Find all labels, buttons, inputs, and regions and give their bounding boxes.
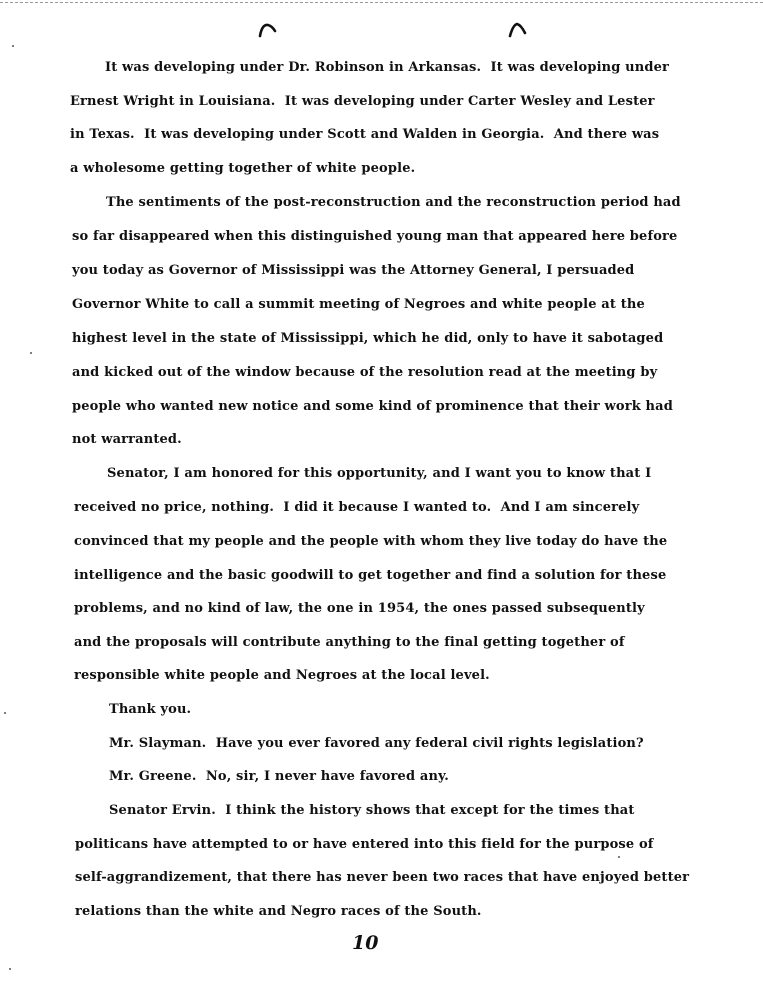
text-line: The sentiments of the post-reconstruction and the reconstruction period had [106,195,681,210]
text-line: self-aggrandizement, that there has never been two races that have enjoyed better [75,870,690,885]
text-line: politicans have attempted to or have entered into this field for the purpose of [75,837,654,852]
text-line: received no price, nothing. I did it because I wanted to. And I am sincerely [74,500,640,515]
scan-speck [618,856,620,858]
text-line: Senator Ervin. I think the history shows that except for the times that [109,803,635,818]
text-line: in Texas. It was developing under Scott and Walden in Georgia. And there was [70,127,660,142]
register-mark-right [508,20,528,38]
text-line: Mr. Slayman. Have you ever favored any federal civil rights legislation? [109,736,644,751]
text-line: Governor White to call a summit meeting of Negroes and white people at the [72,297,645,312]
page-top-edge [0,2,763,3]
text-line: Thank you. [109,702,192,717]
text-line: and kicked out of the window because of the resolution read at the meeting by [72,365,658,380]
text-line: and the proposals will contribute anything to the final getting together of [74,635,625,650]
text-line: convinced that my people and the people with whom they live today do have the [74,534,668,549]
text-line: Senator, I am honored for this opportunity, and I want you to know that I [107,466,652,481]
text-line: intelligence and the basic goodwill to get together and find a solution for these [74,568,667,583]
text-line: responsible white people and Negroes at the local level. [74,668,490,683]
scan-speck [12,45,14,47]
scan-speck [4,712,6,714]
text-line: a wholesome getting together of white people. [70,161,416,176]
text-line: highest level in the state of Mississippi, which he did, only to have it sabotaged [72,331,664,346]
register-mark-left [258,20,278,38]
scan-speck [9,968,11,970]
scan-speck [30,352,32,354]
text-line: you today as Governor of Mississippi was the Attorney General, I persuaded [72,263,635,278]
text-line: problems, and no kind of law, the one in 1954, the ones passed subsequently [74,601,645,616]
text-line: relations than the white and Negro races of the South. [75,904,482,919]
text-line: people who wanted new notice and some kind of prominence that their work had [72,399,673,414]
text-line: not warranted. [72,432,182,447]
text-line: Ernest Wright in Louisiana. It was developing under Carter Wesley and Lester [70,94,655,109]
text-line: Mr. Greene. No, sir, I never have favored any. [109,769,449,784]
page-number: 10 [352,932,379,954]
text-line: It was developing under Dr. Robinson in Arkansas. It was developing under [105,60,670,75]
text-line: so far disappeared when this distinguished young man that appeared here before [72,229,678,244]
